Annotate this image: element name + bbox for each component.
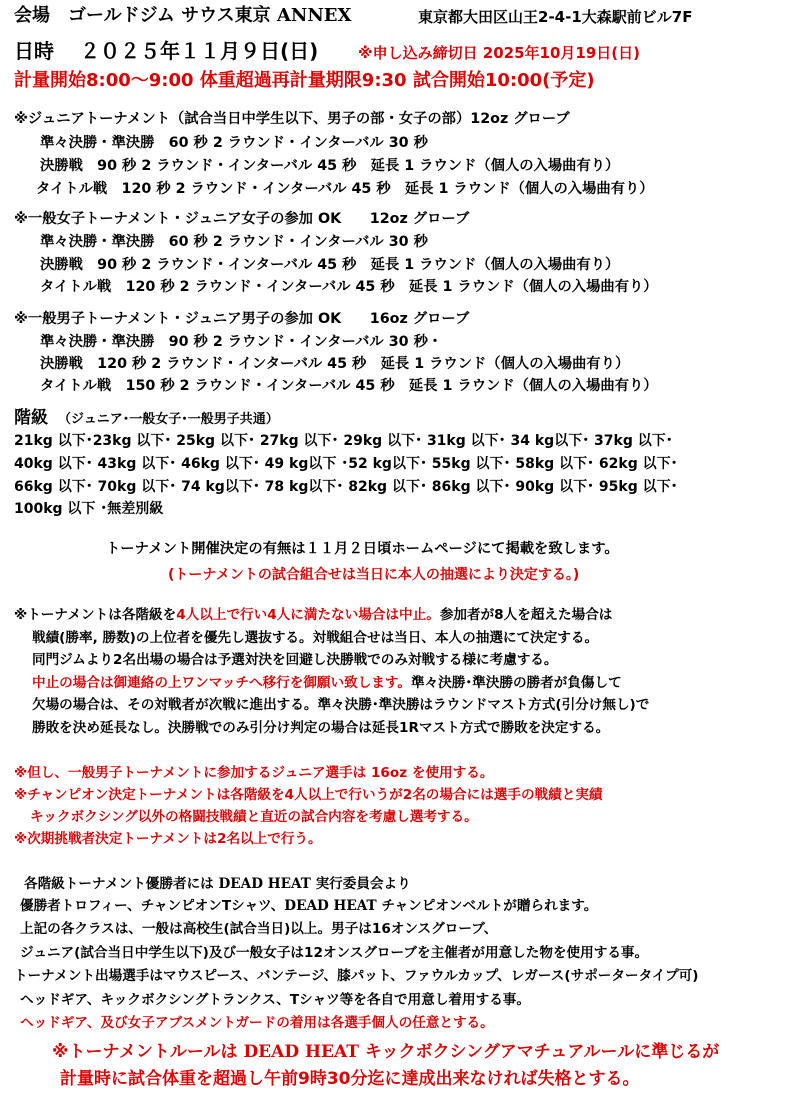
note-2: ※チャンピオン決定トーナメントは各階級を4人以上で行いうが2名の場合には選手の戦績と実績 — [14, 787, 603, 803]
men-line-3: タイトル戦 150 秒 2 ラウンド・インターバル 45 秒 延長 1 ラウンド（個人の入場曲有り） — [40, 378, 658, 394]
men-title: ※一般男子トーナメント・ジュニア男子の参加 OK 16oz グローブ — [14, 311, 470, 327]
rules-line-4-red: 中止の場合は御連絡の上ワンマッチへ移行を御願い致します。 — [32, 675, 411, 691]
awards-line-7: ヘッドギア、及び女子アブスメントガードの着用は各選手個人の任意とする。 — [20, 1015, 494, 1031]
awards-line-2-pre: 優勝者トロフィー、チャンピオンTシャツ、 — [20, 898, 285, 914]
weight-class-title: 階級 — [14, 408, 48, 428]
footer-line-2: 計量時に試合体重を超過し午前9時30分迄に達成出来なければ失格とする。 — [60, 1069, 640, 1089]
junior-line-2: 決勝戦 90 秒 2 ラウンド・インターバル 45 秒 延長 1 ラウンド（個人の入場曲有り） — [40, 158, 620, 174]
men-line-1: 準々決勝・準決勝 90 秒 2 ラウンド・インターバル 30 秒・ — [40, 334, 443, 350]
rules-line-6: 勝敗を決め延長なし。決勝戦でのみ引分け判定の場合は延長1Rマスト方式で勝敗を決定する。 — [32, 720, 610, 736]
schedule-line: 計量開始8:00～9:00 体重超過再計量期限9:30 試合開始10:00(予定) — [14, 70, 595, 91]
junior-line-1: 準々決勝・準決勝 60 秒 2 ラウンド・インターバル 30 秒 — [40, 135, 428, 151]
footer-line-1-post: キックボクシングアマチュアルールに準じるが — [358, 1042, 720, 1062]
women-line-3: タイトル戦 120 秒 2 ラウンド・インターバル 45 秒 延長 1 ラウンド（個人の入場曲有り） — [40, 279, 658, 295]
venue-name: ゴールドジム サウス東京 ANNEX — [68, 5, 352, 26]
women-title: ※一般女子トーナメント・ジュニア女子の参加 OK 12oz グローブ — [14, 211, 470, 227]
women-line-2: 決勝戦 90 秒 2 ラウンド・インターバル 45 秒 延長 1 ラウンド（個人の入場曲有り） — [40, 257, 620, 273]
date-label: 日時 — [14, 39, 54, 63]
weight-class-row-1: 21kg 以下･23kg 以下･ 25kg 以下･ 27kg 以下･ 29kg 以下･ 31kg 以下･ 34 kg以下･ 37kg 以下･ — [14, 433, 673, 449]
rules-line-1-red: 4人以上で行い4人に満たない場合は中止。 — [176, 607, 440, 623]
awards-line-4: ジュニア(試合当日中学生以下)及び一般女子は12オンスグローブを主催者が用意した物を使用する事。 — [20, 945, 649, 961]
dead-heat-brand: DEAD HEAT — [218, 876, 311, 892]
announcement-note: (トーナメントの試合組合せは当日に本人の抽選により決定する。) — [168, 567, 580, 583]
application-deadline: ※申し込み締切日 2025年10月19日(日) — [358, 44, 641, 62]
awards-line-2 — [20, 899, 597, 915]
awards-line-1 — [24, 877, 411, 893]
date-line — [14, 40, 318, 63]
awards-line-6: ヘッドギア、キックボクシングトランクス、Tシャツ等を各自で用意し着用する事。 — [20, 992, 530, 1008]
rules-line-4 — [32, 676, 622, 692]
rules-line-3: 同門ジムより2名出場の場合は予選対決を回避し決勝戦でのみ対戦する様に考慮する。 — [32, 652, 558, 668]
awards-line-5: トーナメント出場選手はマウスピース、バンテージ、膝パット、ファウルカップ、レガース(サポータータイプ可) — [14, 968, 699, 984]
rules-line-1 — [14, 608, 612, 624]
men-line-2: 決勝戦 120 秒 2 ラウンド・インターバル 45 秒 延長 1 ラウンド（個人の入場曲有り） — [40, 356, 630, 372]
announcement-line: トーナメント開催決定の有無は１１月２日頃ホームページにて掲載を致します。 — [106, 541, 619, 557]
women-line-1: 準々決勝・準決勝 60 秒 2 ラウンド・インターバル 30 秒 — [40, 234, 428, 250]
junior-line-3: タイトル戦 120 秒 2 ラウンド・インターバル 45 秒 延長 1 ラウンド（個人の入場曲有り） — [36, 181, 654, 197]
weight-class-row-3: 66kg 以下･ 70kg 以下･ 74 kg以下･ 78 kg以下･ 82kg 以下･ 86kg 以下･ 90kg 以下･ 95kg 以下･ — [14, 479, 678, 495]
weight-class-row-4: 100kg 以下 ･無差別級 — [14, 501, 164, 517]
date-value: ２０２５年１１月９日(日) — [80, 39, 319, 63]
note-3: キックボクシング以外の格闘技戦績と直近の試合内容を考慮し選考する。 — [30, 809, 478, 825]
rules-line-5: 欠場の場合は、その対戦者が次戦に進出する。準々決勝･準決勝はラウンドマスト方式(引分け無し)で — [32, 697, 650, 713]
awards-line-1-pre: 各階級トーナメント優勝者には — [24, 876, 219, 892]
rules-line-1-a: ※トーナメントは各階級を — [14, 607, 177, 623]
venue-line — [14, 6, 351, 27]
dead-heat-brand: DEAD HEAT — [243, 1042, 359, 1062]
rules-line-1-b: 参加者が8人を超えた場合は — [439, 607, 613, 623]
venue-label: 会場 — [14, 5, 50, 26]
note-4: ※次期挑戦者決定トーナメントは2名以上で行う。 — [14, 831, 322, 847]
awards-line-1-post: 実行委員会より — [310, 876, 411, 892]
weight-class-note: （ジュニア･一般女子･一般男子共通） — [58, 412, 279, 427]
awards-line-3: 上記の各クラスは、一般は高校生(試合当日)以上。男子は16オンスグローブ、 — [20, 921, 498, 937]
rules-line-4-b: 準々決勝･準決勝の勝者が負傷して — [411, 675, 622, 691]
awards-line-2-post: チャンピオンベルトが贈られます。 — [376, 898, 598, 914]
dead-heat-brand: DEAD HEAT — [284, 898, 377, 914]
weight-class-header — [14, 409, 279, 429]
weight-class-row-2: 40kg 以下･ 43kg 以下･ 46kg 以下･ 49 kg以下 ･52 kg以下･ 55kg 以下･ 58kg 以下･ 62kg 以下･ — [14, 456, 678, 472]
footer-line-1 — [52, 1043, 719, 1063]
footer-line-1-pre: ※トーナメントルールは — [52, 1042, 244, 1062]
rules-line-2: 戦績(勝率, 勝数)の上位者を優先し選抜する。対戦組合せは当日、本人の抽選にて決定する。 — [32, 630, 599, 646]
junior-title: ※ジュニアトーナメント（試合当日中学生以下、男子の部・女子の部）12oz グローブ — [14, 111, 570, 127]
note-1: ※但し、一般男子トーナメントに参加するジュニア選手は 16oz を使用する。 — [14, 765, 494, 781]
venue-address: 東京都大田区山王2-4-1大森駅前ビル7F — [418, 8, 693, 26]
